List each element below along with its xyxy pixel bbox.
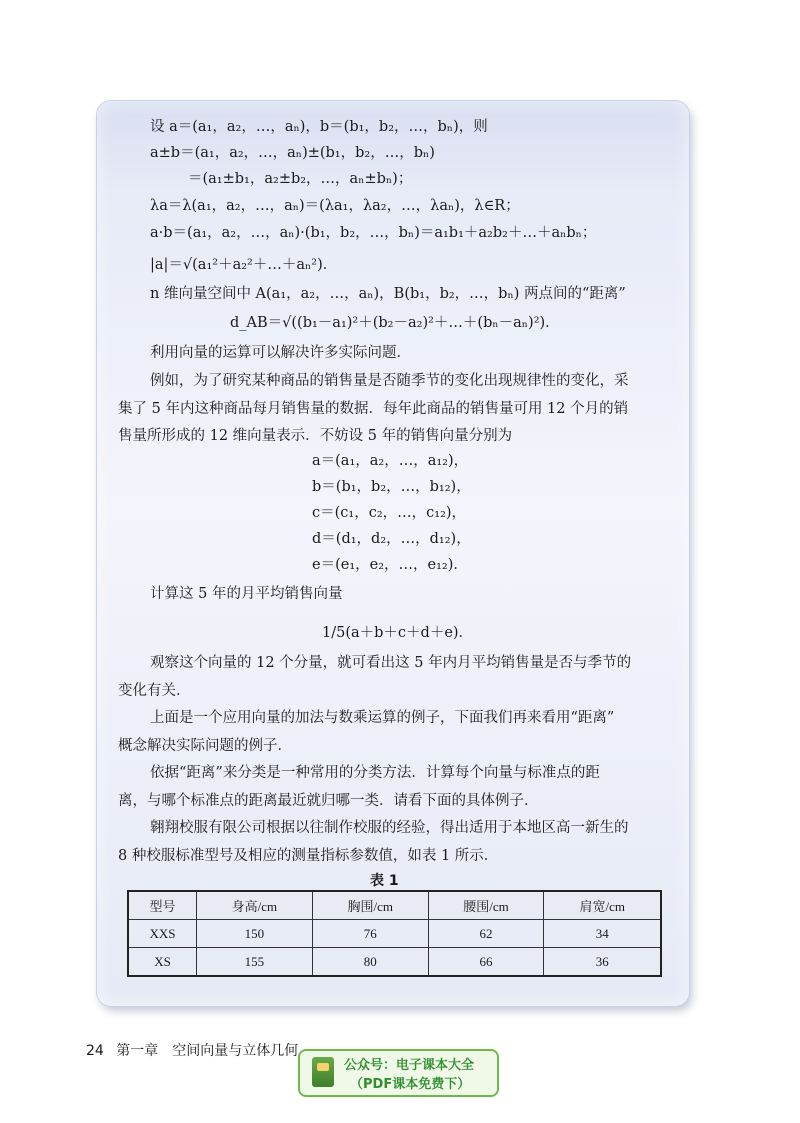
watermark-line2: （PDF课本免费下） (350, 1077, 471, 1092)
text-line: 概念解决实际问题的例子． (118, 738, 292, 754)
page-number: 24 (86, 1043, 104, 1059)
text-line: |a|＝√(a₁²＋a₂²＋…＋aₙ²)． (150, 257, 338, 273)
watermark-line1: 公众号：电子课本大全 (344, 1058, 475, 1073)
table-cell: XXS (128, 920, 197, 948)
table-cell: 36 (544, 948, 661, 977)
table-cell: 80 (312, 948, 428, 977)
table-header-cell: 肩宽/cm (544, 891, 661, 920)
text-line: 计算这 5 年的月平均销售向量 (150, 586, 343, 602)
text-line: ＝(a₁±b₁，a₂±b₂，…，aₙ±bₙ)； (188, 171, 413, 187)
table-cell: XS (128, 948, 197, 977)
text-line: 利用向量的运算可以解决许多实际问题． (150, 345, 411, 361)
text-line: 1/5(a＋b＋c＋d＋e)． (322, 625, 474, 641)
text-line: a±b＝(a₁，a₂，…，aₙ)±(b₁，b₂，…，bₙ) (150, 145, 435, 161)
table-cell: 34 (544, 920, 661, 948)
table-title: 表 1 (370, 873, 399, 889)
table-header-cell: 型号 (128, 891, 197, 920)
text-line: e＝(e₁，e₂，…，e₁₂)． (312, 557, 468, 573)
table-header-cell: 身高/cm (197, 891, 313, 920)
text-line: 例如，为了研究某种商品的销售量是否随季节的变化出现规律性的变化，采 (150, 373, 629, 389)
book-logo-icon (312, 1057, 334, 1087)
table-cell: 150 (197, 920, 313, 948)
text-line: d＝(d₁，d₂，…，d₁₂)， (312, 531, 471, 547)
text-line: 变化有关． (118, 683, 191, 699)
text-line: a＝(a₁，a₂，…，a₁₂)， (312, 453, 469, 469)
table-header-row (128, 891, 661, 920)
chapter-title: 第一章 空间向量与立体几何 (116, 1043, 299, 1059)
text-line: d_AB＝√((b₁－a₁)²＋(b₂－a₂)²＋…＋(bₙ－aₙ)²)． (230, 315, 560, 331)
text-line: 8 种校服标准型号及相应的测量指标参数值，如表 1 所示． (118, 848, 499, 864)
table-cell: 155 (197, 948, 313, 977)
text-line: 集了 5 年内这种商品每月销售量的数据．每年此商品的销售量可用 12 个月的销 (118, 401, 629, 417)
text-line: b＝(b₁，b₂，…，b₁₂)， (312, 479, 471, 495)
table-row (128, 948, 661, 977)
text-line: λa＝λ(a₁，a₂，…，aₙ)＝(λa₁，λa₂，…，λaₙ)，λ∈R； (150, 198, 520, 214)
table-cell: 62 (428, 920, 544, 948)
text-line: 翱翔校服有限公司根据以往制作校服的经验，得出适用于本地区高一新生的 (150, 820, 629, 836)
text-line: 上面是一个应用向量的加法与数乘运算的例子，下面我们再来看用“距离” (150, 710, 615, 726)
text-line: 设 a＝(a₁，a₂，…，aₙ)，b＝(b₁，b₂，…，bₙ)，则 (150, 119, 488, 135)
table-header-cell: 胸围/cm (312, 891, 428, 920)
page-footer (86, 1040, 298, 1060)
table-header-cell: 腰围/cm (428, 891, 544, 920)
table-cell: 66 (428, 948, 544, 977)
table-row (128, 920, 661, 948)
size-table (127, 890, 662, 977)
table-cell: 76 (312, 920, 428, 948)
watermark-badge (298, 1049, 499, 1097)
text-line: a·b＝(a₁，a₂，…，aₙ)·(b₁，b₂，…，bₙ)＝a₁b₁＋a₂b₂＋…＋aₙbₙ； (150, 225, 597, 241)
text-line: n 维向量空间中 A(a₁，a₂，…，aₙ)，B(b₁，b₂，…，bₙ) 两点间的“距离” (150, 286, 626, 302)
text-line: c＝(c₁，c₂，…，c₁₂)， (312, 505, 467, 521)
text-line: 观察这个向量的 12 个分量，就可看出这 5 年内月平均销售量是否与季节的 (150, 655, 632, 671)
text-line: 离，与哪个标准点的距离最近就归哪一类．请看下面的具体例子． (118, 793, 539, 809)
text-line: 依据“距离”来分类是一种常用的分类方法．计算每个向量与标准点的距 (150, 765, 600, 781)
text-line: 售量所形成的 12 维向量表示．不妨设 5 年的销售向量分别为 (118, 428, 513, 444)
